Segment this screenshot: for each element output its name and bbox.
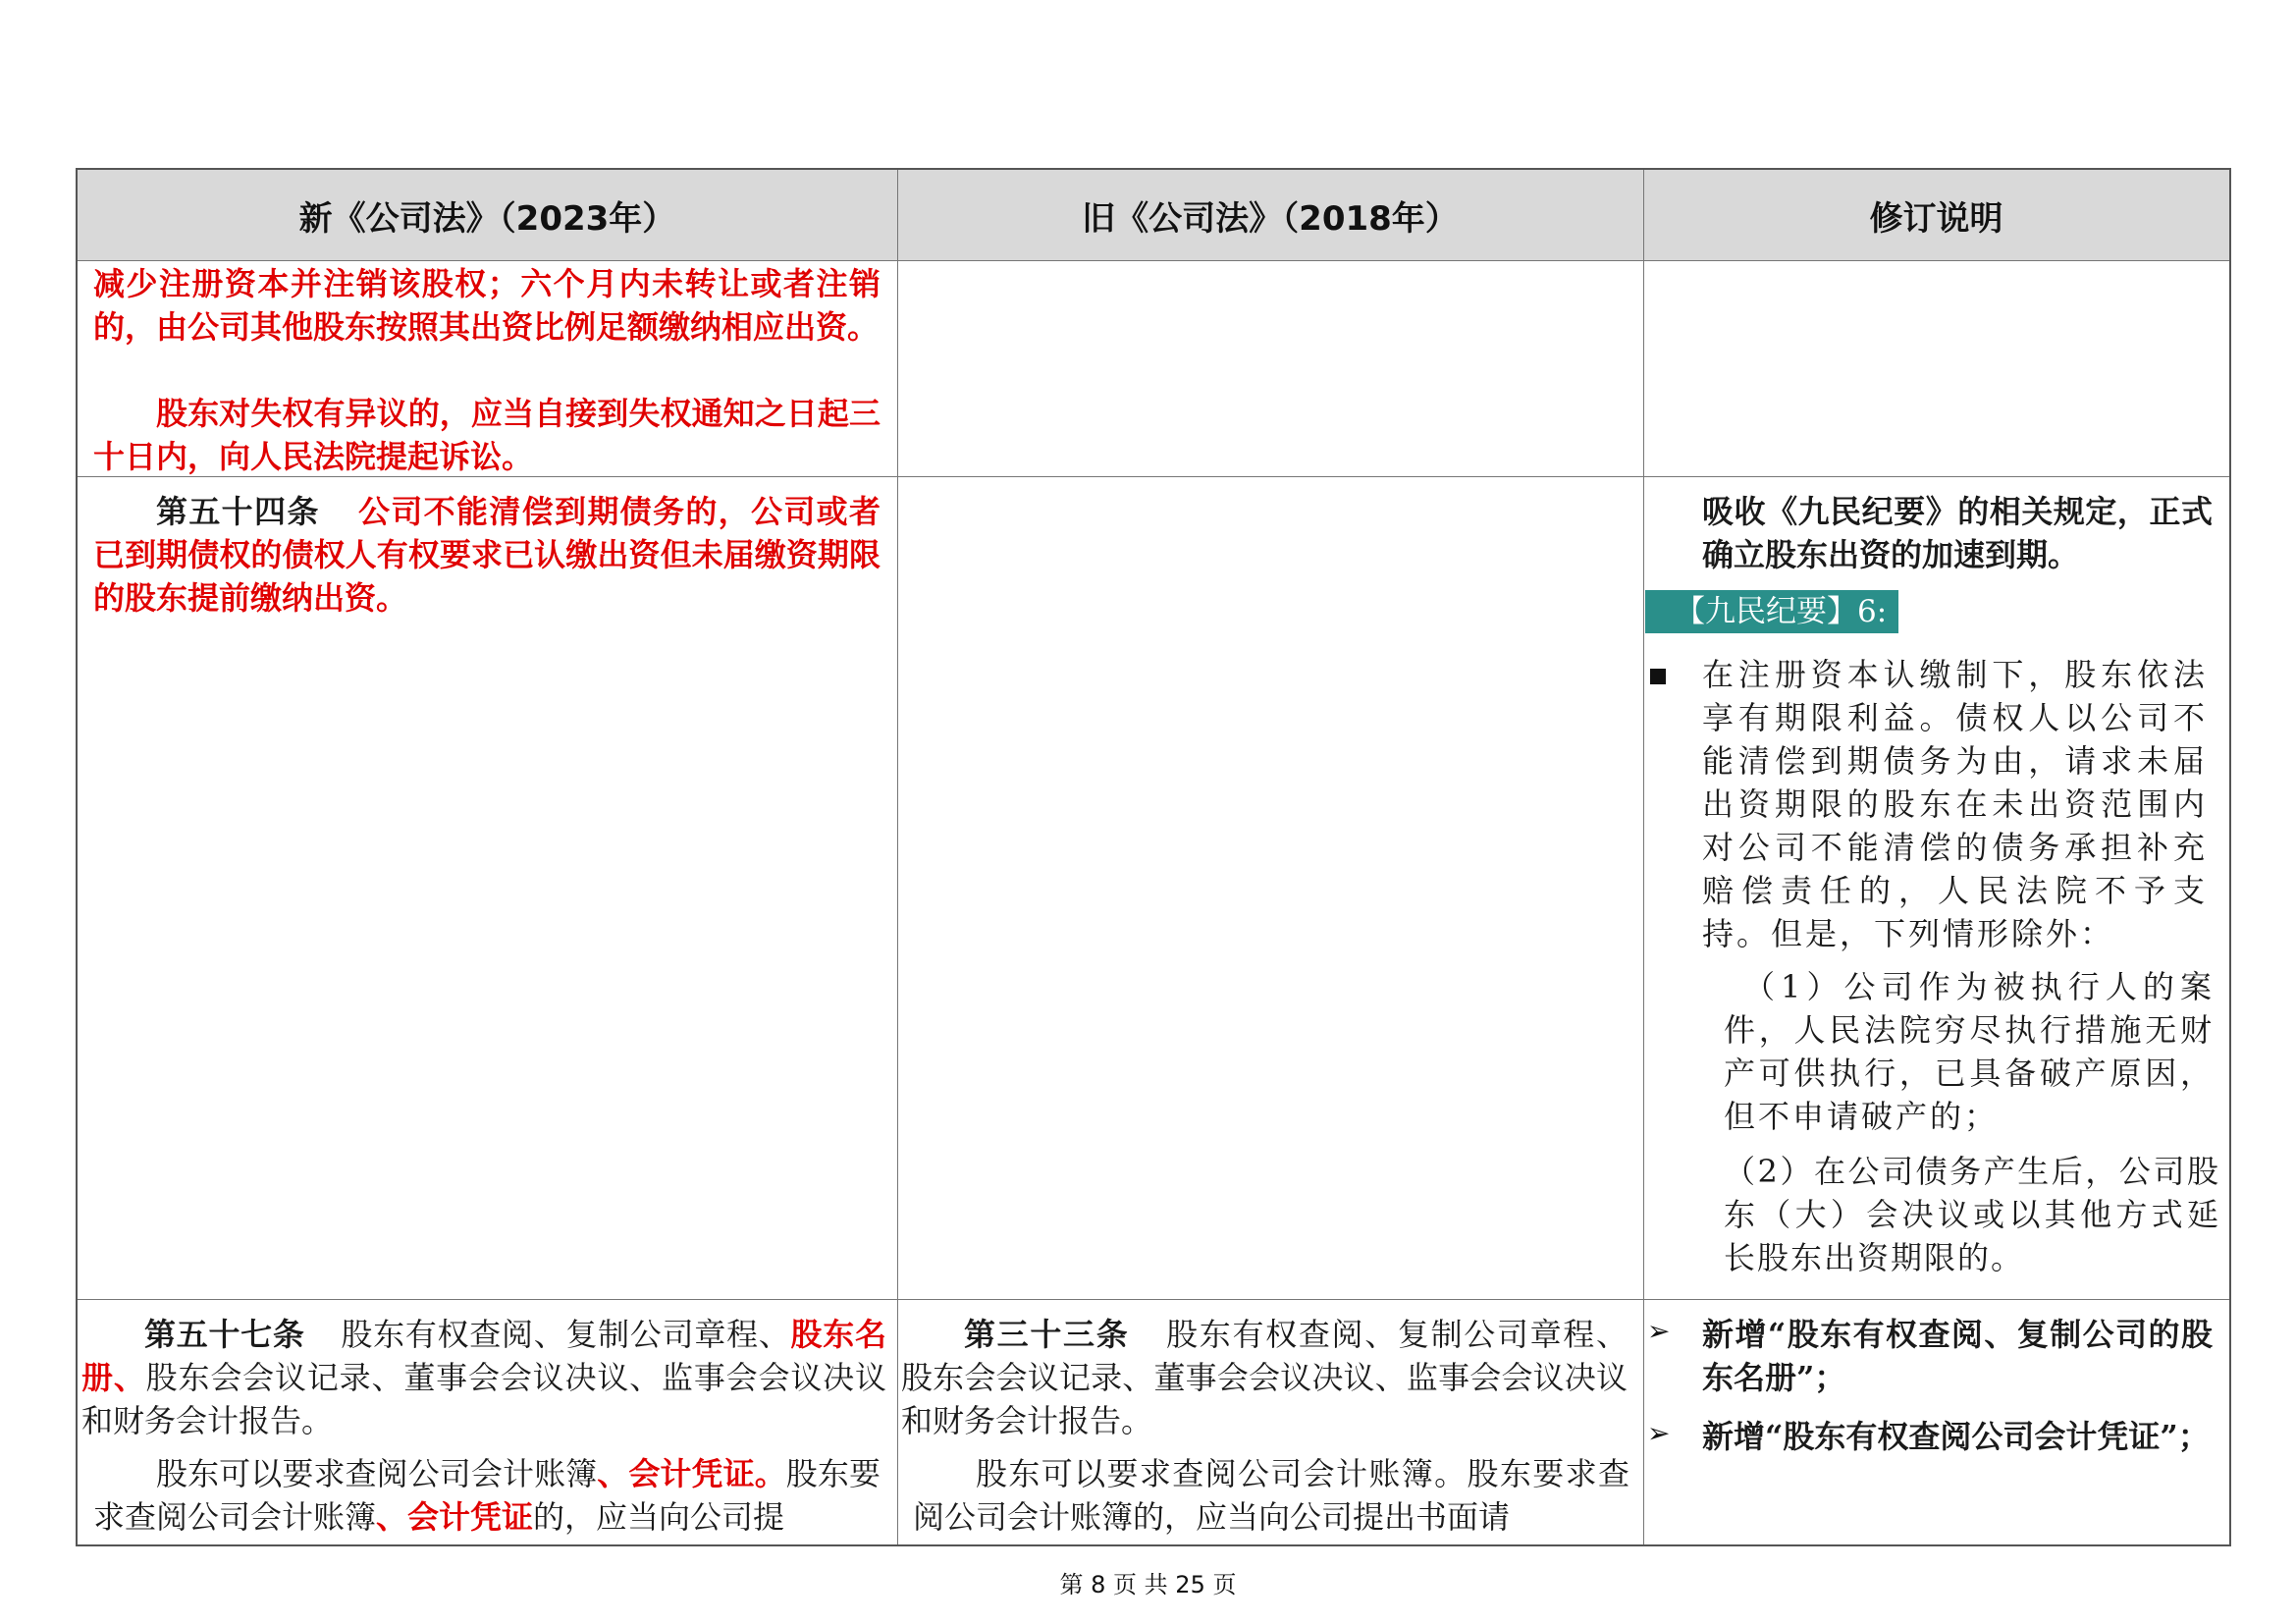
row2-note-summary: 吸收《九民纪要》的相关规定，正式确立股东出资的加速到期。 bbox=[1702, 493, 2213, 573]
row1-new-p1: 减少注册资本并注销该股权；六个月内未转让或者注销的，由公司其他股东按照其出资比例足额缴纳相应出资。 bbox=[93, 265, 881, 346]
row3-new-p1: 第五十七条 股东有权查阅、复制公司章程、股东名册、股东会会议记录、董事会会议决议、监事会会议决议和财务会计报告。 bbox=[81, 1316, 886, 1439]
header-new-law: 新《公司法》（2023年） bbox=[298, 198, 676, 239]
column-divider-2 bbox=[1643, 170, 1644, 1544]
row2-note-main: 在注册资本认缴制下，股东依法享有期限利益。债权人以公司不能清偿到期债务为由，请求未届出资期限的股东在未出资范围内对公司不能清偿的债务承担补充赔偿责任的，人民法院不予支持。但是，下列情形除外： bbox=[1702, 656, 2208, 952]
row3-old-p2: 股东可以要求查阅公司会计账簿。股东要求查阅公司会计账簿的，应当向公司提出书面请 bbox=[913, 1455, 1629, 1536]
row3-note-b2: 新增“股东有权查阅公司会计凭证”； bbox=[1702, 1418, 2210, 1455]
table-header bbox=[78, 170, 2229, 260]
header-notes: 修订说明 bbox=[1869, 198, 2003, 239]
row2-note-item2: （2）在公司债务产生后，公司股东（大）会决议或以其他方式延长股东出资期限的。 bbox=[1724, 1153, 2220, 1276]
arrow-bullet-icon: ➢ bbox=[1647, 1315, 1671, 1347]
arrow-bullet-icon: ➢ bbox=[1647, 1417, 1671, 1449]
page-number: 第 8 页 共 25 页 bbox=[1059, 1571, 1237, 1598]
row1-new-p2: 股东对失权有异议的，应当自接到失权通知之日起三十日内，向人民法院提起诉讼。 bbox=[93, 395, 881, 475]
row3-old-p1: 第三十三条 股东有权查阅、复制公司章程、股东会会议记录、董事会会议决议、监事会会议决议和财务会计报告。 bbox=[901, 1316, 1628, 1439]
row3-new-p2: 股东可以要求查阅公司会计账簿、会计凭证。股东要求查阅公司会计账簿、会计凭证的，应当向公司提 bbox=[93, 1455, 881, 1536]
article-54-label: 第五十四条 bbox=[156, 493, 320, 530]
row2-note-item1: （1）公司作为被执行人的案件，人民法院穷尽执行措施无财产可供执行，已具备破产原因，但不申请破产的； bbox=[1724, 968, 2215, 1135]
row3-note-b1: 新增“股东有权查阅、复制公司的股东名册”； bbox=[1702, 1316, 2213, 1396]
row2-new-text bbox=[93, 490, 881, 620]
square-bullet-icon bbox=[1650, 669, 1666, 684]
header-divider bbox=[78, 260, 2229, 261]
article-57-label: 第五十七条 bbox=[144, 1316, 305, 1353]
jiumin-tag: 【九民纪要】6: bbox=[1645, 590, 1898, 633]
header-old-law: 旧《公司法》（2018年） bbox=[1082, 198, 1459, 239]
row-divider-2 bbox=[78, 1299, 2229, 1300]
article-33-label: 第三十三条 bbox=[964, 1316, 1130, 1353]
comparison-table bbox=[76, 168, 2231, 1546]
article-54-text: 公司不能清偿到期债务的，公司或者已到期债权的债权人有权要求已认缴出资但未届缴资期限的股东提前缴纳出资。 bbox=[93, 493, 881, 617]
column-divider-1 bbox=[897, 170, 898, 1544]
